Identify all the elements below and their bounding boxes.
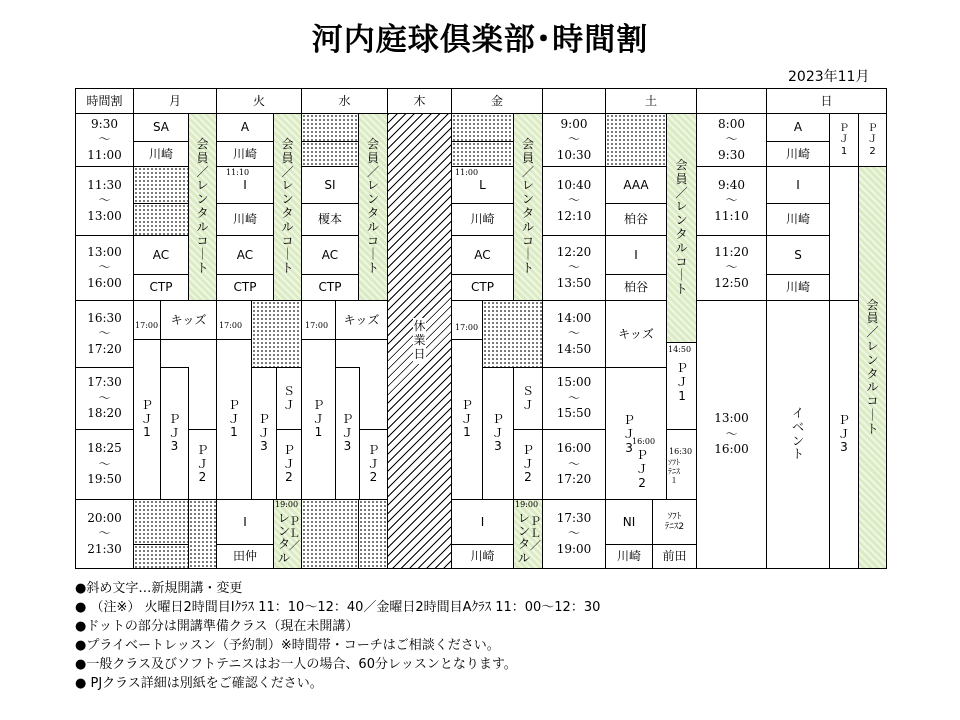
fri-planned-class (482, 300, 543, 368)
sun-rental-court: 会 員 ／ レ ン タ ル コ ｜ ト (858, 166, 887, 569)
sun-class-pj2: Ｐ Ｊ 2 (858, 113, 887, 167)
wed-class-pj1: Ｐ Ｊ 1 (301, 339, 336, 500)
tue-class-pj1: Ｐ Ｊ 1 (216, 339, 252, 500)
sat-time-slot-3: 12:20 ～ 13:50 (542, 235, 606, 301)
sat-time-slot-1: 9:00 ～ 10:30 (542, 113, 606, 167)
sat-time-slot-6: 16:00 ～ 17:20 (542, 429, 606, 500)
sat-class-pj2: Ｐ Ｊ 2 (636, 448, 649, 490)
sat-class-pj1: Ｐ Ｊ 1 (676, 361, 689, 403)
sat-time-tag: 16:00 (632, 437, 656, 446)
sat-time-tag: 14:50 (668, 345, 692, 354)
tue-time-tag: 11:10 (226, 168, 250, 177)
tue-rental-label: レ ン タ ル (278, 511, 291, 565)
wed-class-kids: キッズ (335, 300, 388, 340)
sat-time-slot-4: 14:00 ～ 14:50 (542, 300, 606, 368)
sun-time-slot-1: 8:00 ～ 9:30 (696, 113, 767, 167)
tue-time-tag: 17:00 (219, 321, 243, 330)
sat-planned-class (605, 113, 667, 167)
fri-class-i: I (451, 499, 514, 545)
wed-class-ac: AC (301, 235, 359, 275)
wed-rental-court: 会 員 ／ レ ン タ ル コ ｜ ト (358, 113, 388, 301)
sat-time-slot-5: 15:00 ～ 15:50 (542, 367, 606, 430)
fri-rental-label: レ ン タ ル (518, 511, 531, 565)
sun-coach: 川崎 (766, 203, 830, 236)
wed-planned-class (301, 141, 359, 167)
time-slot-7: 20:00 ～ 21:30 (75, 499, 134, 569)
sun-time-slot-3: 11:20 ～ 12:50 (696, 235, 767, 301)
fri-time-tag: 17:00 (455, 323, 479, 332)
sat-class-ni: NI (605, 499, 653, 545)
fri-class-pj2: Ｐ Ｊ 2 (513, 429, 543, 500)
tue-class-ctp: CTP (216, 274, 274, 301)
wed-planned-class (301, 499, 359, 569)
mon-planned-class (133, 203, 189, 236)
fri-class-ctp: CTP (451, 274, 514, 301)
sat-coach: 柏谷 (605, 203, 667, 236)
wed-class-si: SI (301, 166, 359, 204)
fri-rental-court: 会 員 ／ レ ン タ ル コ ｜ ト (513, 113, 543, 301)
time-slot-5: 17:30 ～ 18:20 (75, 367, 134, 430)
wed-planned-class (301, 113, 359, 142)
sat-coach: 前田 (652, 544, 697, 569)
wed-time-tag: 17:00 (305, 321, 329, 330)
note-item: ●ドットの部分は開講準備クラス（現在未開講） (75, 619, 359, 634)
note-item: ●斜め文字…新規開講・変更 (75, 581, 243, 596)
sat-class-soft-tennis: ｿﾌﾄ ﾃﾆｽ １ (668, 458, 680, 486)
sat-soft-tennis-label: ｿﾌﾄ ﾃﾆｽ2 (664, 511, 685, 532)
header-sunday-time (696, 88, 767, 114)
header-monday: 月 (133, 88, 217, 114)
schedule-date: 2023年11月 (788, 69, 870, 85)
fri-coach: 川崎 (451, 544, 514, 569)
tue-class-ac: AC (216, 235, 274, 275)
header-thursday: 木 (387, 88, 452, 114)
note-item: ●プライベートレッスン（予約制）※時間帯・コーチはご相談ください。 (75, 638, 500, 653)
mon-planned-class (133, 499, 189, 545)
tue-class-sj: Ｓ Ｊ (276, 367, 302, 430)
mon-class-pj1: Ｐ Ｊ 1 (133, 339, 161, 500)
thu-closed-day (387, 113, 452, 569)
time-slot-1: 9:30 ～ 11:00 (75, 113, 134, 167)
sun-class-event: イ ベ ン ト (766, 300, 830, 569)
header-sunday: 日 (766, 88, 887, 114)
mon-time-tag: 17:00 (135, 321, 159, 330)
mon-class-pj3: Ｐ Ｊ 3 (160, 367, 189, 500)
mon-planned-class (133, 544, 189, 569)
sun-class-pj3: Ｐ Ｊ 3 (829, 300, 859, 569)
sat-coach: 川崎 (605, 544, 653, 569)
tue-class-a: A (216, 113, 274, 142)
time-slot-4: 16:30 ～ 17:20 (75, 300, 134, 368)
mon-planned-class (188, 499, 217, 569)
tue-time-tag: 19:00 (275, 500, 299, 509)
sun-coach: 川崎 (766, 141, 830, 167)
page-title: 河内庭球倶楽部･時間割 (311, 22, 649, 58)
sun-blank-column (829, 166, 859, 301)
sun-class-s: S (766, 235, 830, 275)
fri-class-l: L (451, 166, 514, 204)
sun-time-slot-4: 13:00 ～ 16:00 (696, 300, 767, 569)
tue-pl-label: Ｐ Ｌ ／ (289, 515, 300, 553)
header-corner: 時間割 (75, 88, 134, 114)
fri-class-pj3: Ｐ Ｊ 3 (482, 367, 514, 500)
tue-planned-class (251, 300, 302, 368)
tue-class-i: I (216, 166, 274, 204)
sun-time-slot-2: 9:40 ～ 11:10 (696, 166, 767, 236)
wed-class-pj2: Ｐ Ｊ 2 (359, 429, 388, 500)
sat-class-kids: キッズ (605, 300, 667, 368)
wed-coach: 榎本 (301, 203, 359, 236)
fri-time-tag: 11:00 (455, 168, 479, 177)
wed-class-pj3: Ｐ Ｊ 3 (335, 367, 360, 500)
fri-planned-class (451, 113, 514, 142)
mon-class-ac: AC (133, 235, 189, 275)
fri-pl-label: Ｐ Ｌ ／ (530, 515, 541, 553)
notes-list (75, 579, 600, 693)
sun-class-pj1: Ｐ Ｊ 1 (829, 113, 859, 167)
header-wednesday: 水 (301, 88, 388, 114)
sun-class-i: I (766, 166, 830, 204)
time-slot-3: 13:00 ～ 16:00 (75, 235, 134, 301)
thu-closed-label: 休 業 日 (413, 318, 425, 363)
tue-coach: 川崎 (216, 203, 274, 236)
sat-time-slot-2: 10:40 ～ 12:10 (542, 166, 606, 236)
fri-class-pj1: Ｐ Ｊ 1 (451, 339, 483, 500)
fri-time-tag: 19:00 (515, 500, 539, 509)
mon-class-ctp: CTP (133, 274, 189, 301)
tue-class-pj3: Ｐ Ｊ 3 (251, 367, 277, 500)
sat-time-slot-7: 17:30 ～ 19:00 (542, 499, 606, 569)
mon-planned-class (133, 166, 189, 204)
header-saturday-time (542, 88, 606, 114)
note-item: ● （注※） 火曜日2時間目Iｸﾗｽ 11：10～12：40／金曜日2時間目Aｸﾗｽ 11：00～12：30 (75, 600, 601, 615)
sat-class-i: I (605, 235, 667, 275)
tue-coach: 川崎 (216, 141, 274, 167)
tue-class-pj2: Ｐ Ｊ 2 (276, 429, 302, 500)
fri-coach: 川崎 (451, 203, 514, 236)
header-saturday: 土 (605, 88, 697, 114)
sat-class-soft-tennis (652, 499, 697, 545)
mon-coach: 川崎 (133, 141, 189, 167)
tue-class-i: I (216, 499, 274, 545)
fri-class-sj: Ｓ Ｊ (513, 367, 543, 430)
sat-rental-court: 会 員 ／ レ ン タ ル コ ｜ ト (666, 113, 697, 343)
mon-class-kids: キッズ (160, 300, 217, 340)
mon-rental-court: 会 員 ／ レ ン タ ル コ ｜ ト (188, 113, 217, 301)
fri-planned-class (451, 141, 514, 167)
mon-class-pj2: Ｐ Ｊ 2 (188, 429, 217, 500)
sun-coach: 川崎 (766, 274, 830, 301)
time-slot-2: 11:30 ～ 13:00 (75, 166, 134, 236)
mon-class-sa: SA (133, 113, 189, 142)
fri-class-ac: AC (451, 235, 514, 275)
sat-time-tag: 16:30 (669, 447, 693, 456)
header-tuesday: 火 (216, 88, 302, 114)
wed-class-ctp: CTP (301, 274, 359, 301)
sun-class-a: A (766, 113, 830, 142)
wed-planned-class (358, 499, 388, 569)
note-item: ●一般クラス及びソフトテニスはお一人の場合、60分レッスンとなります。 (75, 657, 517, 672)
sat-class-aaa: AAA (605, 166, 667, 204)
tue-coach: 田仲 (216, 544, 274, 569)
note-item: ● PJクラス詳細は別紙をご確認ください。 (75, 676, 323, 691)
sat-class-pj3: Ｐ Ｊ 3 (623, 413, 636, 455)
sat-coach: 柏谷 (605, 274, 667, 301)
time-slot-6: 18:25 ～ 19:50 (75, 429, 134, 500)
header-friday: 金 (451, 88, 543, 114)
tue-rental-court: 会 員 ／ レ ン タ ル コ ｜ ト (273, 113, 302, 301)
